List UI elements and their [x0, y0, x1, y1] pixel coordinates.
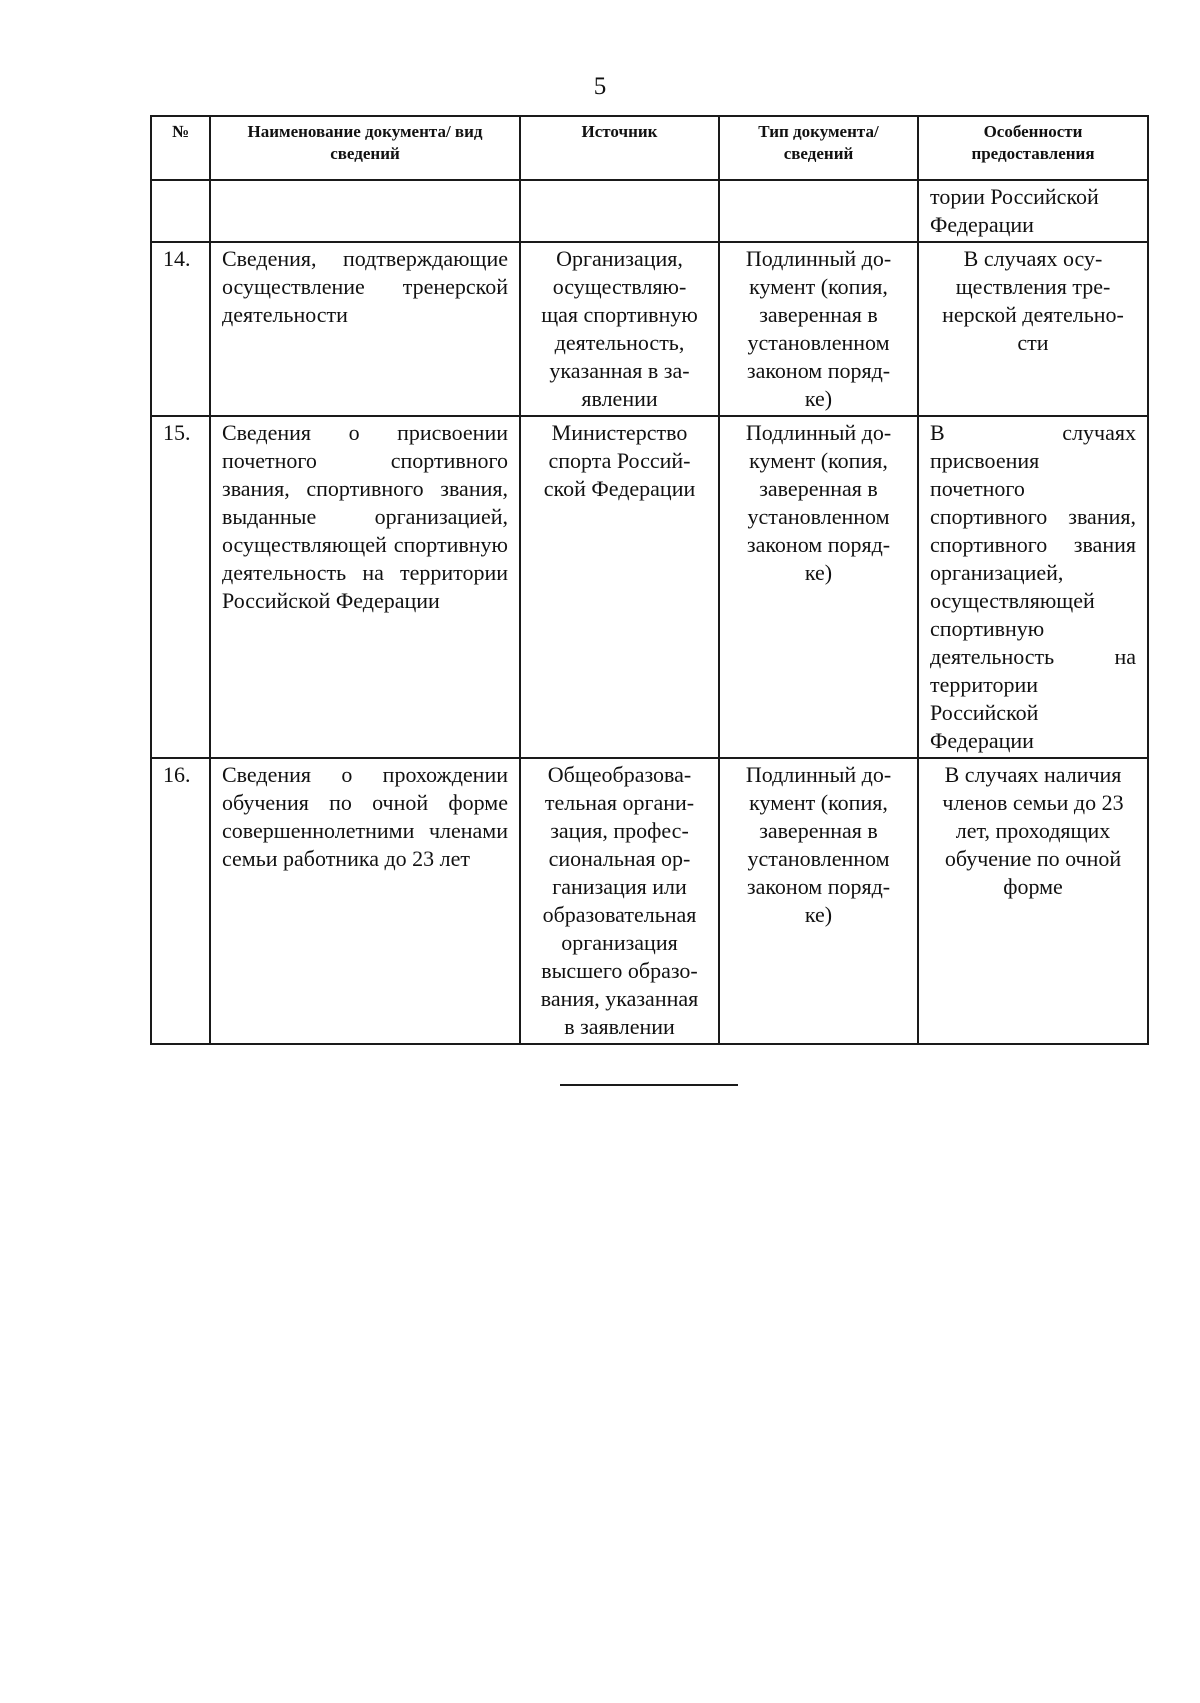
- cell-document-name: [210, 180, 520, 242]
- cell-document-type: Подлинный до- кумент (копия, заверенная в установленном законом поряд- ке): [719, 416, 918, 758]
- end-of-document-rule: [560, 1084, 738, 1086]
- cell-features: В случаях наличия членов семьи до 23 лет, проходящих обучение по очной форме: [918, 758, 1148, 1044]
- table-row-continuation: [151, 180, 1148, 242]
- cell-number: 14.: [151, 242, 210, 416]
- table-row: [151, 242, 1148, 416]
- cell-features: В случаях присвоения почетного спортивного звания, спортивного звания организацией, осуществляющей спортивную деятельность на территории Российской Федерации: [918, 416, 1148, 758]
- header-document-name: Наименование документа/ вид сведений: [210, 116, 520, 180]
- cell-document-name: Сведения о присвоении почетного спортивного звания, спортивного звания, выданные организацией, осуществляющей спортивную деятельность на территории Российской Федерации: [210, 416, 520, 758]
- cell-features: В случаях осу- ществления тре- нерской деятельно- сти: [918, 242, 1148, 416]
- cell-features: тории Российской Федерации: [918, 180, 1148, 242]
- cell-document-name: Сведения, подтверждающие осуществление тренерской деятельности: [210, 242, 520, 416]
- header-document-type: Тип документа/ сведений: [719, 116, 918, 180]
- header-features: Особенности предоставления: [918, 116, 1148, 180]
- table-row: [151, 758, 1148, 1044]
- cell-document-type: [719, 180, 918, 242]
- cell-number: 16.: [151, 758, 210, 1044]
- cell-document-type: Подлинный до- кумент (копия, заверенная в установленном законом поряд- ке): [719, 758, 918, 1044]
- cell-source: [520, 180, 719, 242]
- documents-table: [150, 115, 1149, 1045]
- cell-number: 15.: [151, 416, 210, 758]
- cell-source: Министерство спорта Россий- ской Федерации: [520, 416, 719, 758]
- table-header-row: [151, 116, 1148, 180]
- cell-number: [151, 180, 210, 242]
- page-number: 5: [593, 73, 607, 100]
- table-row: [151, 416, 1148, 758]
- cell-source: Общеобразова- тельная органи- зация, профес- сиональная ор- ганизация или образовательная организация высшего образо- вания, указанная в заявлении: [520, 758, 719, 1044]
- header-source: Источник: [520, 116, 719, 180]
- cell-source: Организация, осуществляю- щая спортивную деятельность, указанная в за- явлении: [520, 242, 719, 416]
- header-number: №: [151, 116, 210, 180]
- cell-document-type: Подлинный до- кумент (копия, заверенная в установленном законом поряд- ке): [719, 242, 918, 416]
- cell-document-name: Сведения о прохождении обучения по очной форме совершеннолетними членами семьи работника до 23 лет: [210, 758, 520, 1044]
